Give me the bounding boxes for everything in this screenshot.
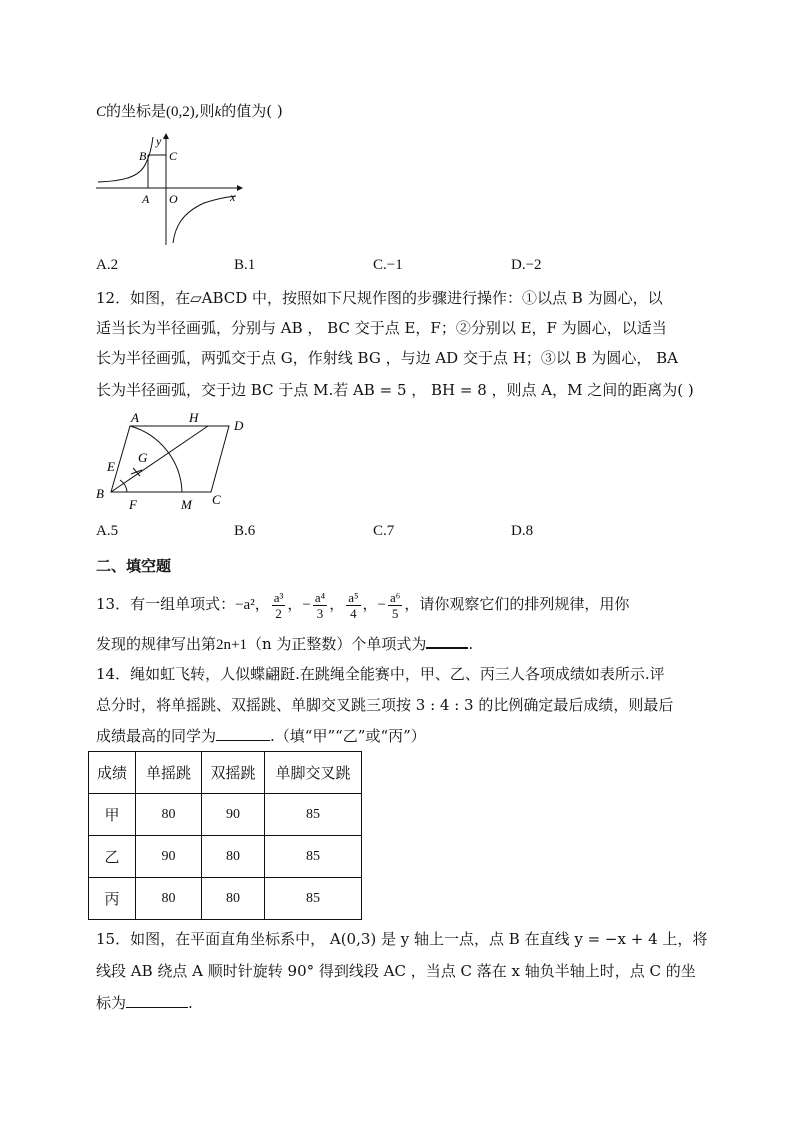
q15-line-3-text: 标为 <box>96 994 127 1012</box>
q13-fraction-2 <box>313 590 327 621</box>
table-header-cell: 成绩 <box>89 752 136 794</box>
q12-line-2: 适当长为半径画弧，分别与 AB ， BC 交于点 E，F；②分别以 E，F 为圆心，以适当 <box>96 319 667 337</box>
q14-line-1: 14．绳如虹飞转，人似蝶翩跹.在跳绳全能赛中，甲、乙、丙三人各项成绩如表所示.评 <box>96 665 665 683</box>
table-cell-name: 丙 <box>89 878 136 920</box>
q12-line-1: 12．如图，在▱ABCD 中，按照如下尺规作图的步骤进行操作：①以点 B 为圆心，以 <box>96 289 663 307</box>
q14-line-3-text-2: .（填“甲”“乙”或“丙”） <box>270 727 426 745</box>
q12-line-3: 长为半径画弧，两弧交于点 G，作射线 BG ，与边 AD 交于点 H；③以 B 为圆心， BA <box>96 349 679 367</box>
label-d: D <box>234 418 244 433</box>
ray-bh <box>111 426 208 492</box>
q14-answer-blank[interactable] <box>216 726 270 741</box>
q13-fraction-2-num: a⁴ <box>314 589 326 605</box>
parallelogram-abcd <box>111 426 229 492</box>
q13-line-2-end: . <box>468 635 474 653</box>
label-f: F <box>129 497 137 512</box>
table-cell: 80 <box>202 878 265 920</box>
table-header-row <box>89 752 362 794</box>
table-header-cell: 单摇跳 <box>136 752 202 794</box>
y-axis-arrow <box>163 133 169 139</box>
q14-line-2: 总分时，将单摇跳、双摇跳、单脚交叉跳三项按 3 : 4 : 3 的比例确定最后成绩，则最后 <box>96 696 674 714</box>
section-title: 二、填空题 <box>96 557 172 575</box>
q13-term-1: −a² <box>235 597 255 613</box>
table-header-cell: 双摇跳 <box>202 752 265 794</box>
q15-line-3 <box>96 993 193 1013</box>
q13-fraction-1-num: a³ <box>273 589 284 605</box>
table-row <box>89 794 362 836</box>
label-y: y <box>156 134 162 148</box>
table-cell-name: 乙 <box>89 836 136 878</box>
q13-fraction-1 <box>272 590 286 621</box>
q13-answer-blank[interactable] <box>426 633 468 649</box>
table-cell: 90 <box>136 836 202 878</box>
label-g: G <box>138 450 148 465</box>
q13-frac-4-sign: − <box>377 597 387 613</box>
table-cell: 80 <box>136 878 202 920</box>
table-cell: 85 <box>265 836 362 878</box>
q13-line-2-text-2: （n 为正整数）个单项式为 <box>246 635 427 653</box>
q12-option-b: B.6 <box>234 523 256 539</box>
q13-fraction-3-num: a⁵ <box>348 589 359 605</box>
table-cell: 80 <box>136 794 202 836</box>
q11-coordinate: (0,2) <box>166 104 195 120</box>
q14-line-3-text-1: 成绩最高的同学为 <box>96 727 217 745</box>
table-cell-name: 甲 <box>89 794 136 836</box>
label-x: x <box>230 190 236 204</box>
table-cell: 80 <box>202 836 265 878</box>
q13-line-1: 13．有一组单项式：−a²， $\frac{\text{a³}}{2}$ ，− $\frac{\text{a⁴}}{3}$ ， $\frac{\text{a⁵}}{4}$ ，− $\frac{\text{a⁶}}{5}$ ，请你观察它们的排列规律，用你 <box>96 589 630 621</box>
table-row <box>89 878 362 920</box>
label-a: A <box>142 192 150 206</box>
q12-option-d: D.8 <box>511 523 534 539</box>
q13-fraction-4-num: a⁶ <box>390 589 401 605</box>
q13-line-2-text-1: 发现的规律写出第 <box>96 635 217 653</box>
table-cell: 85 <box>265 878 362 920</box>
table-header-cell: 单脚交叉跳 <box>265 752 362 794</box>
q13-line-2-math: 2n+1 <box>216 637 247 653</box>
q13-fraction-2-den: 3 <box>316 605 324 621</box>
q13-prefix: 13．有一组单项式： <box>96 595 236 613</box>
q11-var-k: k <box>214 104 222 120</box>
q13-fraction-1-den: 2 <box>275 605 282 621</box>
q12-parallelogram-figure <box>92 410 252 515</box>
q15-answer-blank[interactable] <box>126 993 188 1008</box>
q13-fraction-3 <box>346 590 360 621</box>
q11-stem-text-2: ,则 <box>194 102 215 120</box>
label-b: B <box>96 486 104 501</box>
q12-option-c: C.7 <box>373 523 395 539</box>
q11-option-b: B.1 <box>234 257 256 273</box>
q13-suffix: ，请你观察它们的排列规律，用你 <box>404 595 630 613</box>
label-h: H <box>189 410 199 425</box>
q13-frac-2-sign: − <box>302 597 311 613</box>
q14-score-table <box>88 751 362 920</box>
q11-option-d: D.−2 <box>511 257 542 273</box>
label-b: B <box>139 149 147 163</box>
table-row <box>89 836 362 878</box>
label-c: C <box>212 492 221 507</box>
label-e: E <box>107 459 115 474</box>
label-m: M <box>181 497 192 512</box>
q11-stem-text-1: 的坐标是 <box>106 102 167 120</box>
q12-line-4: 长为半径画弧，交于边 BC 于点 M.若 AB = 5 ， BH = 8 ，则点 A，M 之间的距离为( ) <box>96 381 694 399</box>
q11-var-c: C <box>96 104 107 120</box>
q13-fraction-4 <box>388 590 402 621</box>
q11-hyperbola-figure <box>94 133 244 248</box>
hyperbola-right-branch <box>173 196 236 243</box>
q11-option-a: A.2 <box>96 257 119 273</box>
label-a: A <box>131 410 139 425</box>
q11-option-c: C.−1 <box>373 257 403 273</box>
q15-line-2: 线段 AB 绕点 A 顺时针旋转 90° 得到线段 AC ，当点 C 落在 x 轴负半轴上时，点 C 的坐 <box>96 962 696 980</box>
label-o: O <box>169 192 178 206</box>
q12-option-a: A.5 <box>96 523 119 539</box>
q13-fraction-3-den: 4 <box>350 605 357 621</box>
q11-stem <box>96 101 283 122</box>
label-c: C <box>169 149 178 163</box>
q15-line-1: 15．如图，在平面直角坐标系中， A(0,3) 是 y 轴上一点，点 B 在直线 y = −x + 4 上，将 <box>96 930 708 948</box>
q13-fraction-4-den: 5 <box>391 605 399 621</box>
q11-stem-text-3: 的值为( ) <box>221 102 283 120</box>
q15-line-3-end: . <box>188 994 193 1012</box>
table-cell: 90 <box>202 794 265 836</box>
x-axis-arrow <box>237 185 243 191</box>
q13-line-2 <box>96 633 473 655</box>
q14-line-3 <box>96 726 426 746</box>
table-cell: 85 <box>265 794 362 836</box>
